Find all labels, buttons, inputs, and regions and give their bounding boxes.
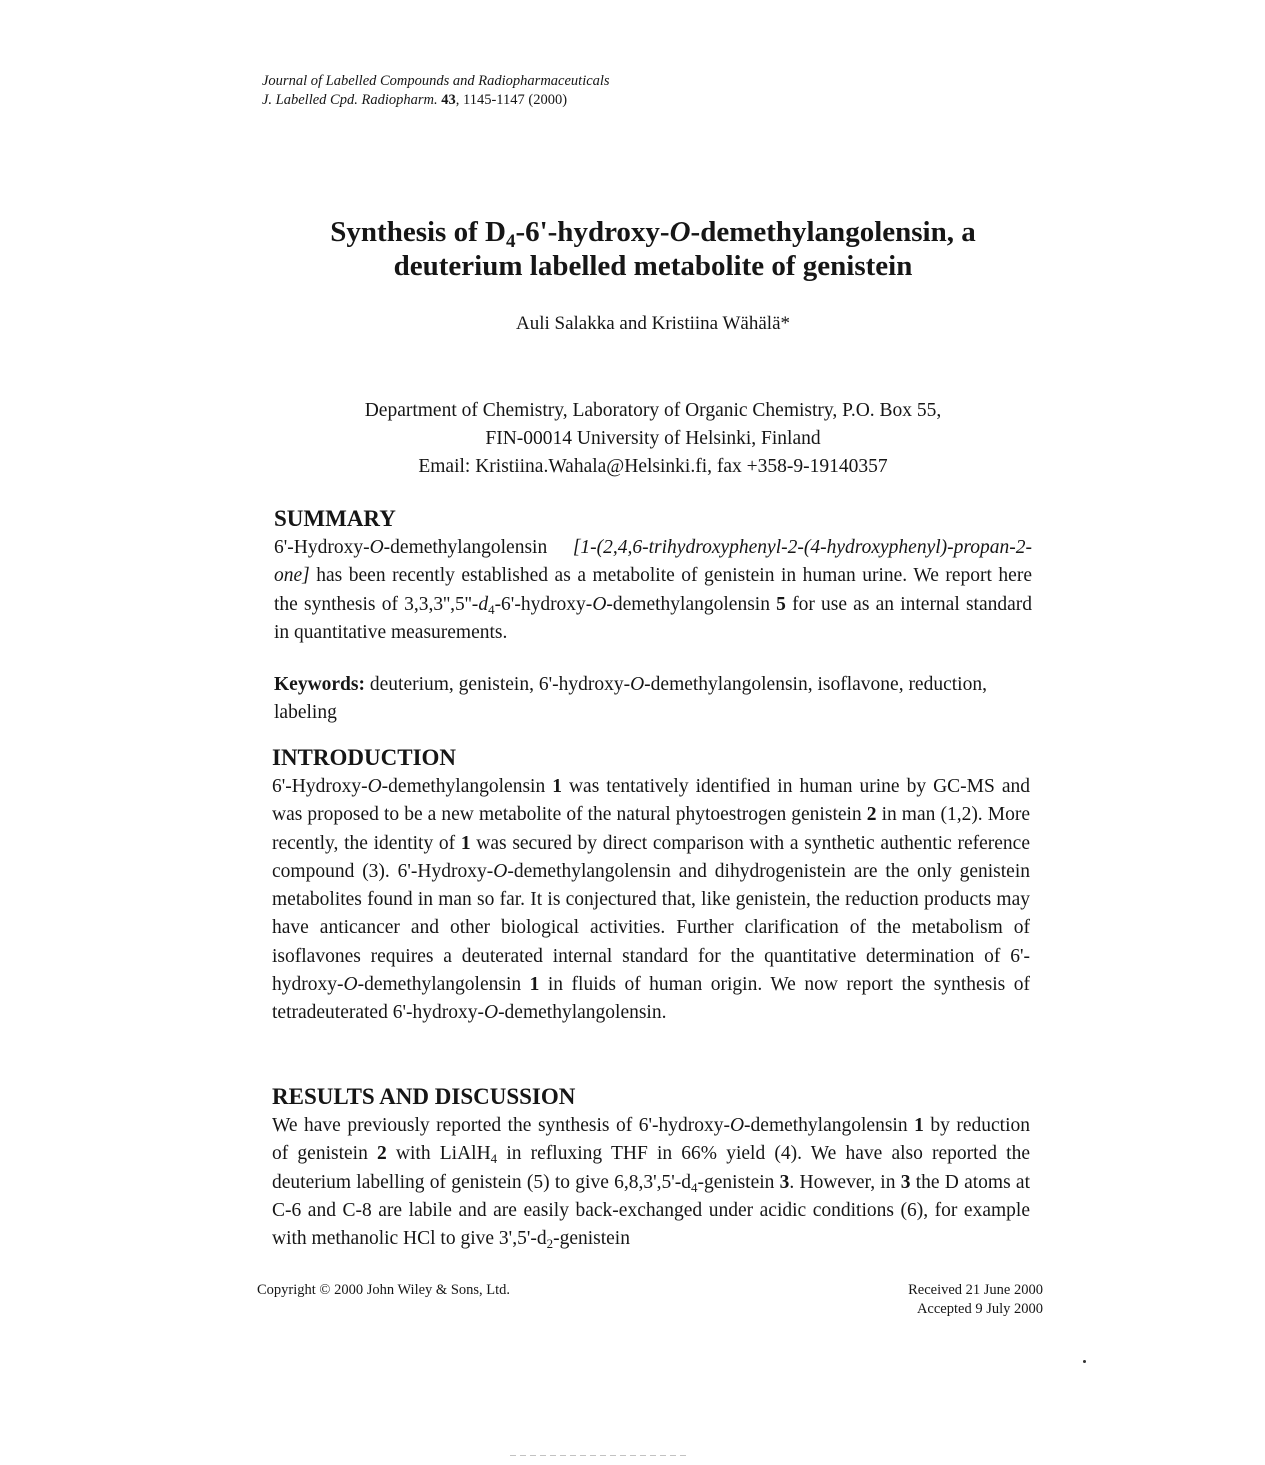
summary-text: 6'-Hydroxy-O-demethylangolensin [1-(2,4,6-trihydroxyphenyl-2-(4-hydroxyphenyl)-propan-2-one] has been recently established as a metabolite of genistein in human urine. We report here the synthesis of $3,3,3'',5''-d_4-6'-hydroxy-O$-demethylangolensin 5 for use as an internal standard in quantitative measurements. <box>274 537 1033 643</box>
title-part: Synthesis of D <box>330 216 506 248</box>
title-italic: O <box>669 216 691 248</box>
scan-speck <box>1083 1360 1086 1363</box>
summary-heading: SUMMARY <box>274 506 396 531</box>
journal-name: Journal of Labelled Compounds and Radiopharmaceuticals <box>262 73 610 89</box>
keywords-section <box>274 671 1032 728</box>
received-date: Received 21 June 2000 <box>908 1282 1043 1298</box>
journal-citation <box>262 91 610 110</box>
summary-section <box>274 505 1032 647</box>
journal-volume: 43 <box>441 92 456 108</box>
journal-abbrev: J. Labelled Cpd. Radiopharm. <box>262 92 438 108</box>
authors: Auli Salakka and Kristiina Wähälä* <box>515 313 790 334</box>
paper-title <box>200 215 1106 283</box>
received-accepted-dates <box>908 1281 1043 1319</box>
results-text: We have previously reported the synthesis of 6'-hydroxy-O-demethylangolensin 1 by reduction of genistein 2 with LiAlH$_4$ in refluxing THF in 66% yield (4). We have also reported the deuterium labelling of genistein (5) to give $6,8,3',5'-d_4$-genistein 3. However, in 3 the D atoms at C-6 and C-8 are labile and are easily back-exchanged under acidic conditions (6), for example with methanolic HCl to give $3',5'-d_2$-genistein <box>272 1115 1030 1252</box>
title-line-2: deuterium labelled metabolite of genistein <box>393 250 913 282</box>
introduction-section <box>272 744 1030 1028</box>
copyright-notice: Copyright © 2000 John Wiley & Sons, Ltd. <box>257 1282 511 1298</box>
affiliation-contact: Email: Kristiina.Wahala@Helsinki.fi, fax +358-9-19140357 <box>418 456 888 477</box>
journal-header <box>262 72 610 110</box>
scan-artifact-line <box>510 1455 690 1456</box>
affiliation-university: FIN-00014 University of Helsinki, Finland <box>485 428 821 449</box>
title-subscript: 4 <box>505 231 516 252</box>
title-part: -demethylangolensin, a <box>690 216 976 248</box>
affiliation <box>200 397 1106 481</box>
introduction-heading: INTRODUCTION <box>272 745 457 770</box>
introduction-text: 6'-Hydroxy-O-demethylangolensin 1 was tentatively identified in human urine by GC-MS and was proposed to be a new metabolite of the natural phytoestrogen genistein 2 in man (1,2). More recently, the identity of 1 was secured by direct comparison with a synthetic authentic reference compound (3). 6'-Hydroxy-O-demethylangolensin and dihydrogenistein are the only genistein metabolites found in man so far. It is conjectured that, like genistein, the reduction products may have anticancer and other biological activities. Further clarification of the metabolism of isoflavones requires a deuterated internal standard for the quantitative determination of 6'-hydroxy-O-demethylangolensin 1 in fluids of human origin. We now report the synthesis of tetradeuterated 6'-hydroxy-O-demethylangolensin. <box>272 776 1031 1024</box>
title-part: -6'-hydroxy- <box>515 216 670 248</box>
results-heading: RESULTS AND DISCUSSION <box>272 1084 576 1109</box>
keywords-label: Keywords: <box>274 674 365 695</box>
journal-pages-year: , 1145-1147 (2000) <box>455 92 568 108</box>
keywords-text: Keywords: deuterium, genistein, 6'-hydroxy-O-demethylangolensin, isoflavone, reduction, labeling <box>274 674 987 724</box>
results-section <box>272 1083 1030 1253</box>
accepted-date: Accepted 9 July 2000 <box>916 1301 1043 1317</box>
affiliation-department: Department of Chemistry, Laboratory of Organic Chemistry, P.O. Box 55, <box>364 400 942 421</box>
